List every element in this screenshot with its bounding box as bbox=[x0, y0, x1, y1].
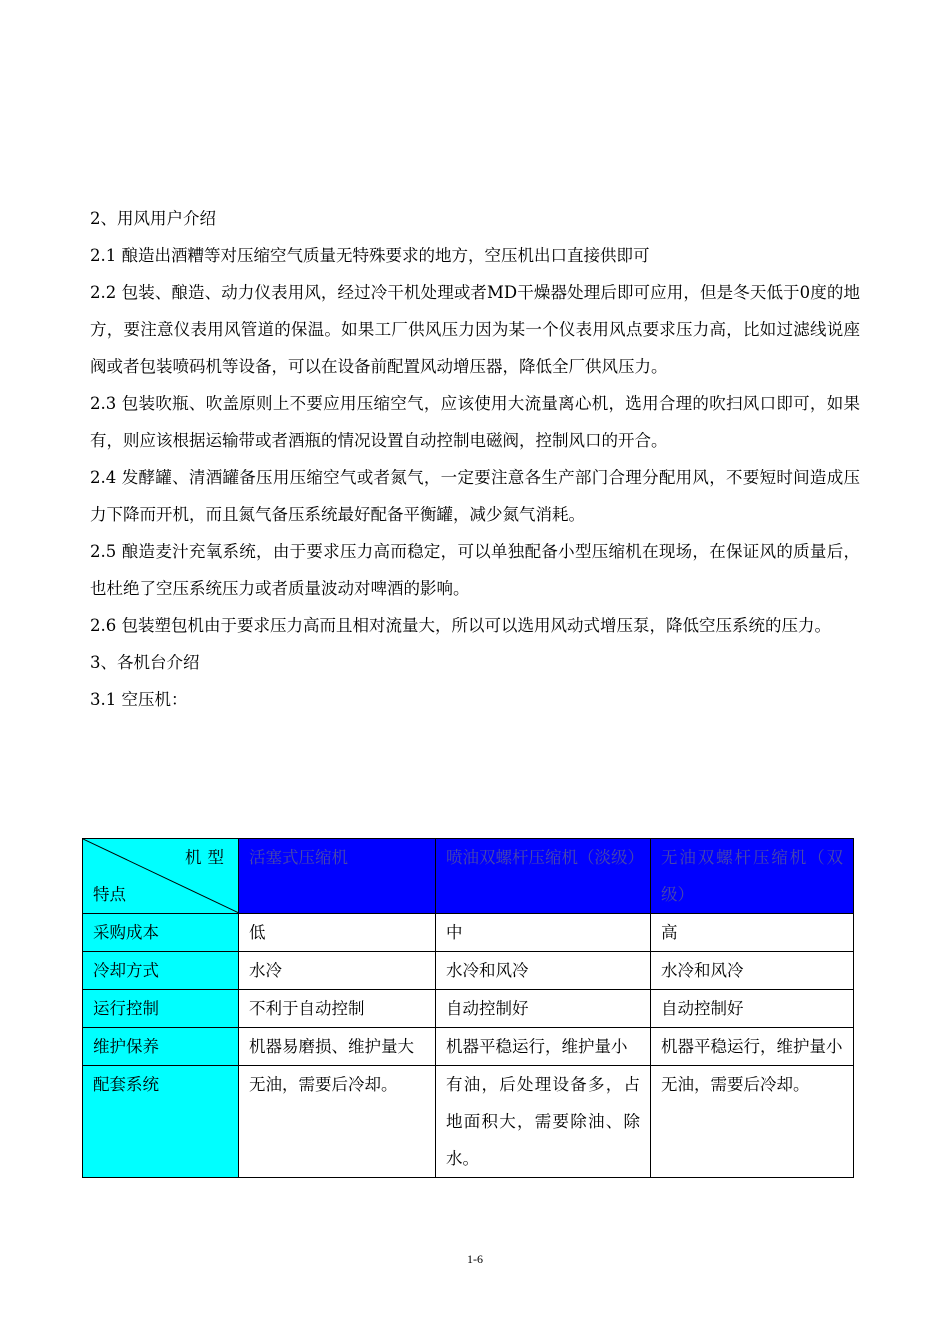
table-cell: 有油，后处理设备多，占地面积大，需要除油、除水。 bbox=[436, 1066, 651, 1178]
paragraph-2-4: 2.4 发酵罐、清酒罐备压用压缩空气或者氮气，一定要注意各生产部门合理分配用风，不要短时间造成压力下降而开机，而且氮气备压系统最好配备平衡罐，减少氮气消耗。 bbox=[90, 468, 860, 524]
table-cell: 无油，需要后冷却。 bbox=[239, 1066, 436, 1178]
table-cell: 机器易磨损、维护量大 bbox=[239, 1028, 436, 1066]
corner-label-feature: 特点 bbox=[93, 885, 126, 904]
table-cell: 水冷和风冷 bbox=[651, 952, 854, 990]
page-number: 1-6 bbox=[467, 1252, 483, 1266]
table-row bbox=[83, 914, 854, 952]
table-cell: 低 bbox=[239, 914, 436, 952]
header-oil-screw: 喷油双螺杆压缩机（淡级） bbox=[436, 839, 651, 914]
table-row bbox=[83, 990, 854, 1028]
table-cell: 水冷和风冷 bbox=[436, 952, 651, 990]
table-cell: 中 bbox=[436, 914, 651, 952]
table-cell: 不利于自动控制 bbox=[239, 990, 436, 1028]
corner-label-model: 机型 bbox=[185, 848, 230, 867]
paragraph-2-1: 2.1 酿造出酒糟等对压缩空气质量无特殊要求的地方，空压机出口直接供即可 bbox=[90, 246, 650, 265]
paragraph-2-5: 2.5 酿造麦汁充氧系统，由于要求压力高而稳定，可以单独配备小型压缩机在现场，在保证风的质量后，也杜绝了空压系统压力或者质量波动对啤酒的影响。 bbox=[90, 542, 860, 598]
table-header-row bbox=[83, 839, 854, 914]
table-cell: 机器平稳运行，维护量小 bbox=[651, 1028, 854, 1066]
row-label: 采购成本 bbox=[83, 914, 239, 952]
paragraph-2-6: 2.6 包装塑包机由于要求压力高而且相对流量大，所以可以选用风动式增压泵，降低空压系统的压力。 bbox=[90, 616, 831, 635]
table-row bbox=[83, 1028, 854, 1066]
heading-machines: 3、各机台介绍 bbox=[90, 653, 200, 672]
table-cell: 机器平稳运行，维护量小 bbox=[436, 1028, 651, 1066]
row-label: 维护保养 bbox=[83, 1028, 239, 1066]
table-cell: 无油，需要后冷却。 bbox=[651, 1066, 854, 1178]
row-label: 运行控制 bbox=[83, 990, 239, 1028]
body-text bbox=[90, 200, 860, 718]
table-cell: 高 bbox=[651, 914, 854, 952]
header-oilfree-screw: 无油双螺杆压缩机（双级） bbox=[651, 839, 854, 914]
table-row bbox=[83, 1066, 854, 1178]
heading-compressor: 3.1 空压机： bbox=[90, 690, 188, 709]
paragraph-2-2: 2.2 包装、酿造、动力仪表用风，经过冷干机处理或者MD干燥器处理后即可应用，但是冬天低于0度的地方，要注意仪表用风管道的保温。如果工厂供风压力因为某一个仪表用风点要求压力高，比如过滤线说座阀或者包装喷码机等设备，可以在设备前配置风动增压器，降低全厂供风压力。 bbox=[90, 283, 860, 376]
table-cell: 自动控制好 bbox=[651, 990, 854, 1028]
row-label: 配套系统 bbox=[83, 1066, 239, 1178]
table-cell: 自动控制好 bbox=[436, 990, 651, 1028]
table-row bbox=[83, 952, 854, 990]
paragraph-2-3: 2.3 包装吹瓶、吹盖原则上不要应用压缩空气，应该使用大流量离心机，选用合理的吹扫风口即可，如果有，则应该根据运输带或者酒瓶的情况设置自动控制电磁阀，控制风口的开合。 bbox=[90, 394, 860, 450]
table-cell: 水冷 bbox=[239, 952, 436, 990]
compressor-comparison-table bbox=[82, 838, 854, 1178]
header-piston: 活塞式压缩机 bbox=[239, 839, 436, 914]
row-label: 冷却方式 bbox=[83, 952, 239, 990]
table-corner-cell bbox=[83, 839, 239, 914]
heading-users: 2、用风用户介绍 bbox=[90, 209, 216, 228]
